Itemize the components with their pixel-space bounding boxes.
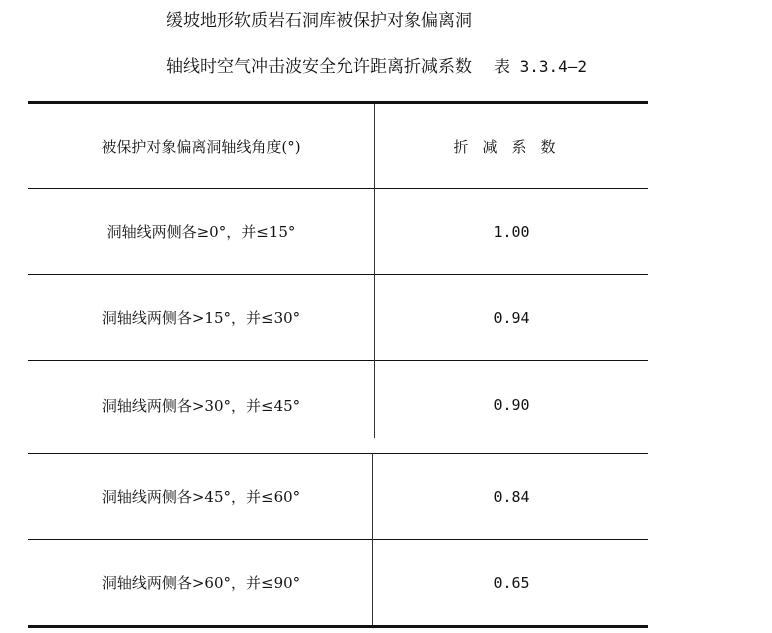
header-angle: 被保护对象偏离洞轴线角度(°) — [101, 137, 301, 156]
table-row-angle: 洞轴线两侧各>60°，并≤90° — [101, 574, 301, 592]
table-row-angle: 洞轴线两侧各≥0°，并≤15° — [106, 223, 296, 241]
header-factor: 折减系数 — [453, 137, 570, 156]
table-row-angle: 洞轴线两侧各>45°，并≤60° — [101, 488, 301, 506]
table-row-factor: 0.90 — [493, 396, 530, 414]
table-title-text: 轴线时空气冲击波安全允许距离折减系数 — [166, 57, 472, 77]
table-row-angle: 洞轴线两侧各>30°，并≤45° — [101, 396, 301, 415]
table-bottom-rule — [28, 625, 648, 628]
table-number: 表 3.3.4—2 — [494, 57, 588, 76]
table-row-angle: 洞轴线两侧各>15°，并≤30° — [101, 309, 301, 327]
table-row-factor: 0.84 — [493, 487, 530, 506]
table-row-factor: 0.94 — [493, 308, 530, 327]
table-title-line-2 — [166, 57, 587, 77]
table-row-factor: 1.00 — [493, 222, 530, 241]
table-title-line-1: 缓坡地形软质岩石洞库被保护对象偏离洞 — [166, 11, 472, 31]
table-row-factor: 0.65 — [493, 573, 530, 592]
